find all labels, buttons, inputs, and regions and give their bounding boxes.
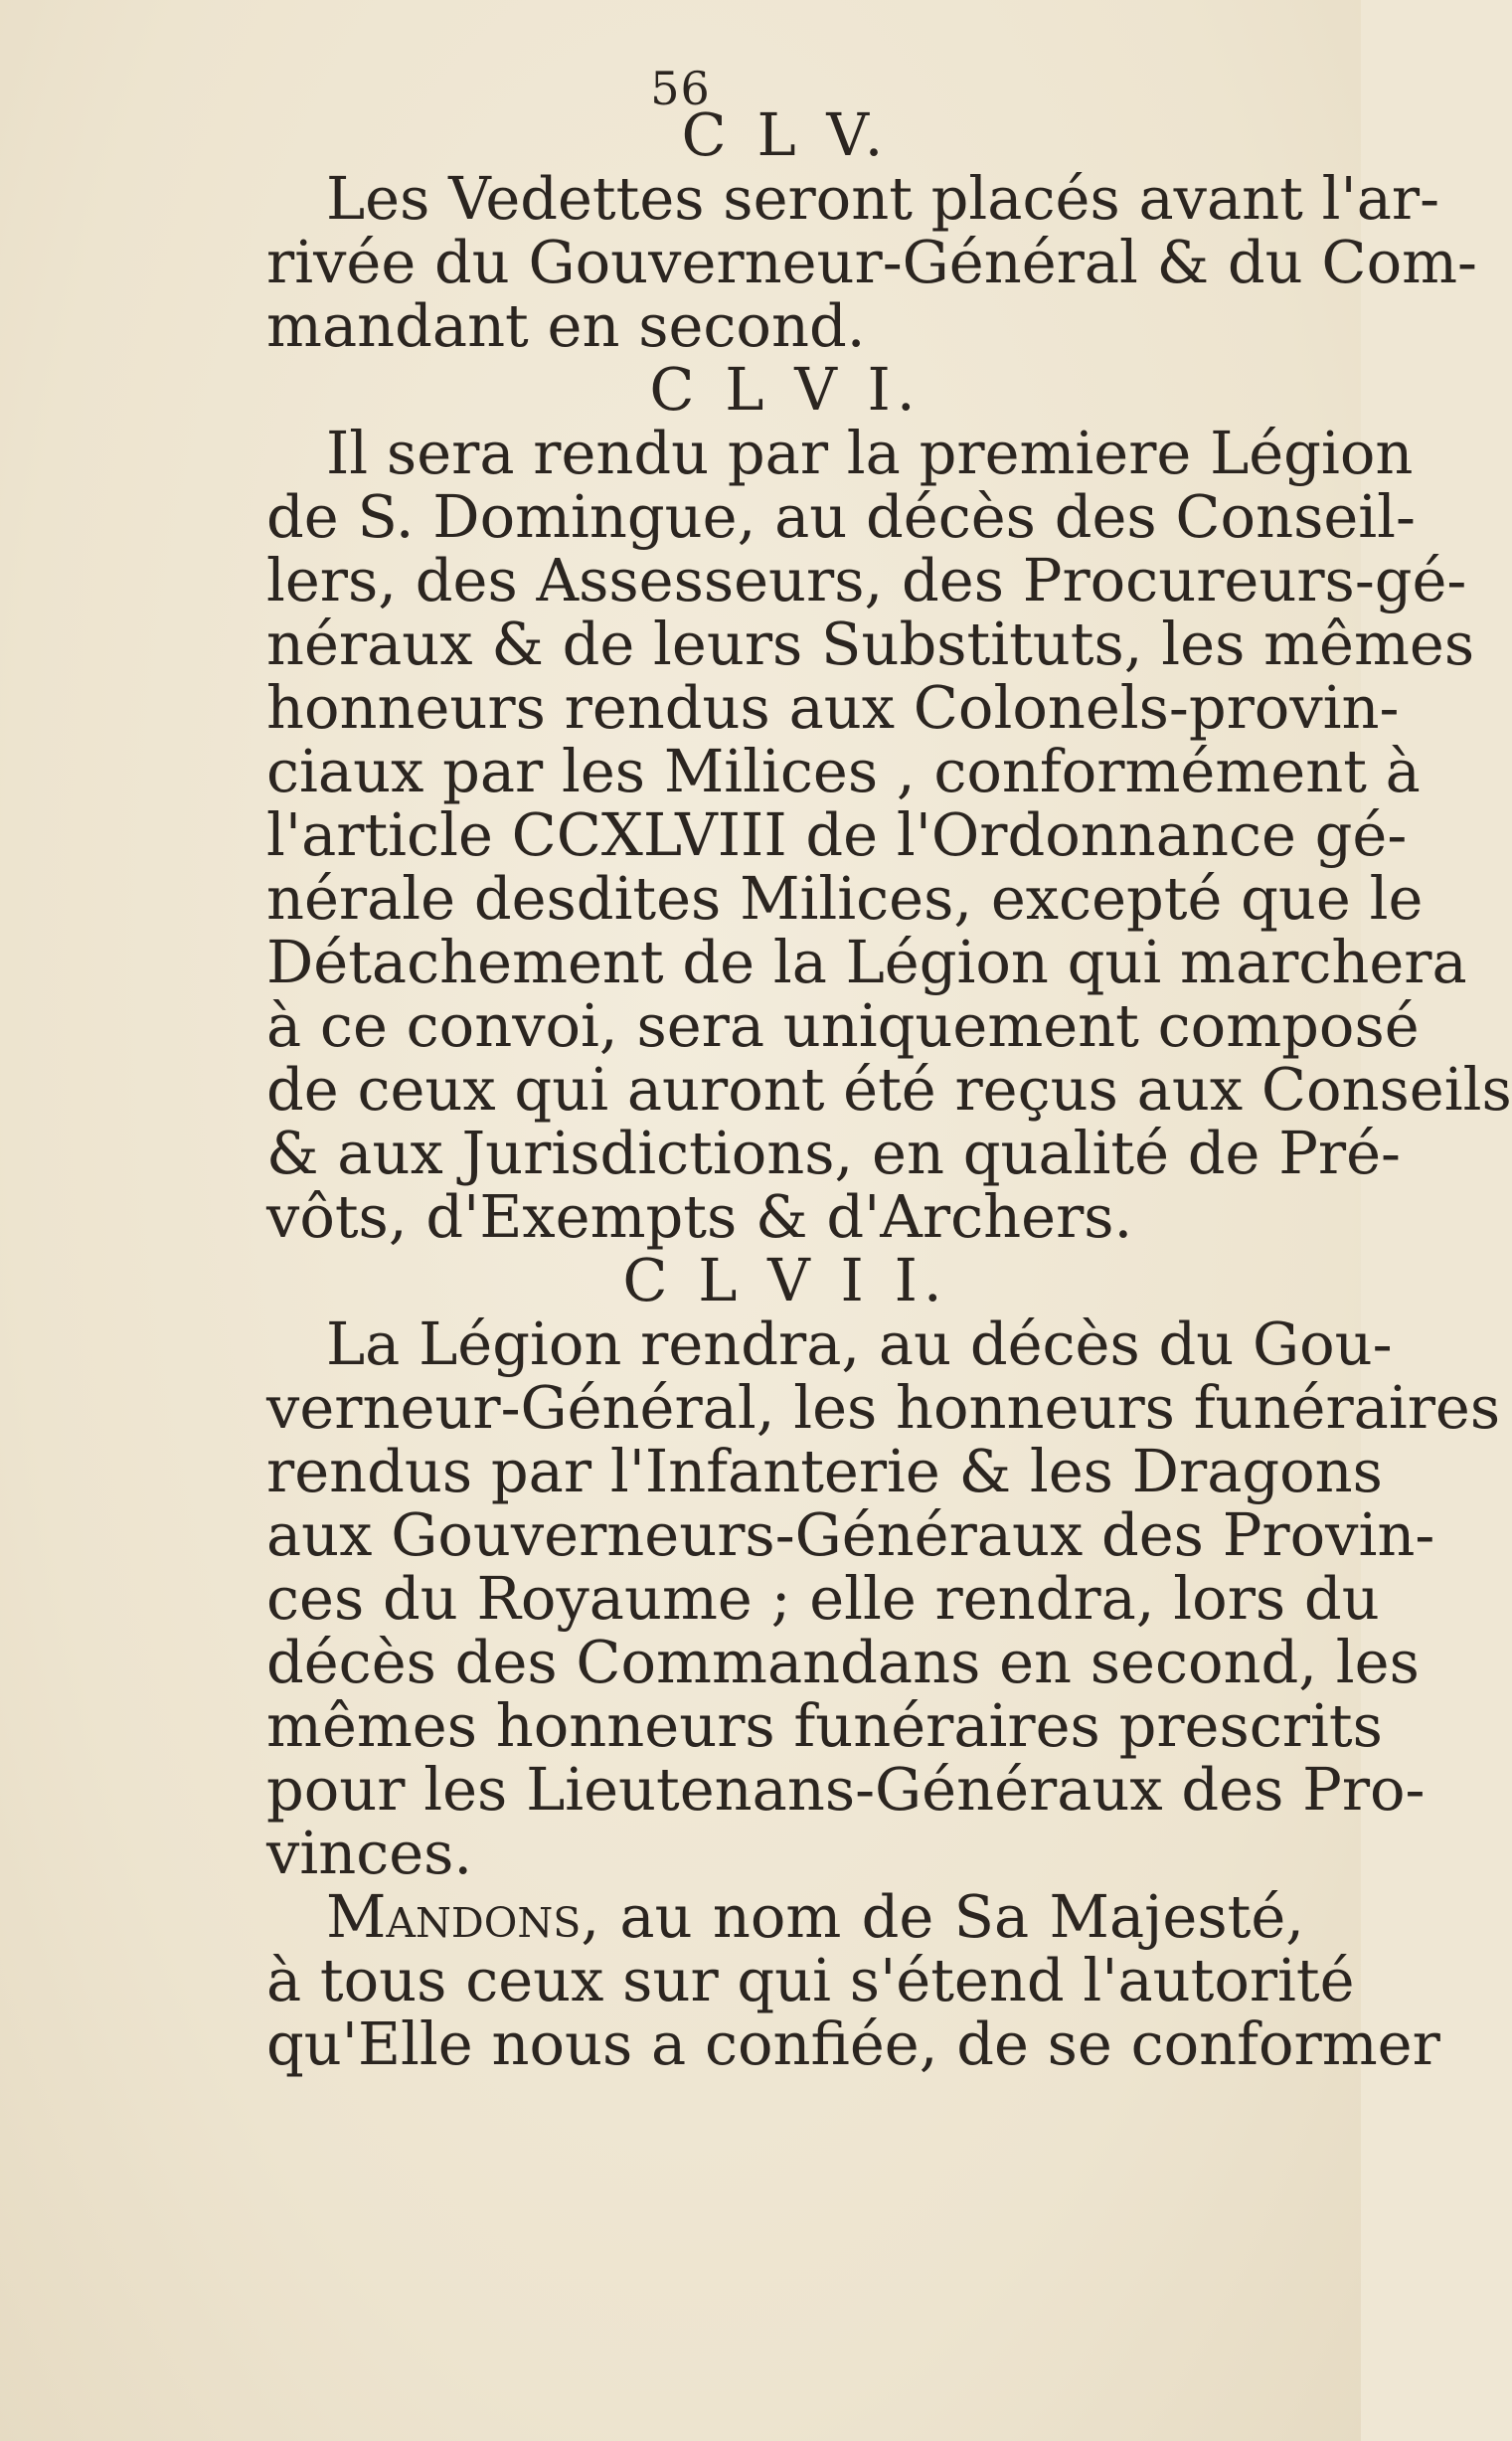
text-line: ces du Royaume ; elle rendra, lors du xyxy=(266,1564,1380,1633)
text-line: verneur-Général, les honneurs funéraires xyxy=(266,1373,1501,1442)
text-line: vôts, d'Exempts & d'Archers. xyxy=(266,1182,1133,1251)
text-line: Détachement de la Légion qui marchera xyxy=(266,928,1467,996)
closing-first-line xyxy=(266,1882,1304,1951)
text-line: nérale desdites Milices, excepté que le xyxy=(266,864,1424,933)
text-line: de S. Domingue, au décès des Conseil- xyxy=(266,482,1416,551)
text-line: rendus par l'Infanterie & les Dragons xyxy=(266,1437,1383,1505)
text-line: honneurs rendus aux Colonels-provin- xyxy=(266,673,1400,742)
section-heading: C L V I. xyxy=(649,355,922,424)
closing-first-line-rest: , au nom de Sa Majesté, xyxy=(581,1882,1304,1951)
text-line: mandant en second. xyxy=(266,291,866,360)
text-line: vinces. xyxy=(266,1819,473,1887)
text-line: pour les Lieutenans-Généraux des Pro- xyxy=(266,1755,1426,1824)
text-line: à tous ceux sur qui s'étend l'autorité xyxy=(266,1946,1355,2014)
section-heading: C L V I I. xyxy=(622,1246,948,1314)
text-line: rivée du Gouverneur-Général & du Com- xyxy=(266,228,1477,296)
text-line: à ce convoi, sera uniquement composé xyxy=(266,991,1420,1060)
text-line: aux Gouverneurs-Généraux des Provin- xyxy=(266,1500,1435,1569)
section-heading: C L V. xyxy=(681,100,890,169)
text-line: ciaux par les Milices , conformément à xyxy=(266,737,1421,805)
text-line: Les Vedettes seront placés avant l'ar- xyxy=(326,164,1440,233)
text-line: lers, des Assesseurs, des Procureurs-gé- xyxy=(266,546,1467,614)
text-line: néraux & de leurs Substituts, les mêmes xyxy=(266,610,1475,678)
text-line: mêmes honneurs funéraires prescrits xyxy=(266,1691,1383,1760)
text-line: La Légion rendra, au décès du Gou- xyxy=(326,1309,1393,1378)
page-text xyxy=(266,100,1512,2078)
text-line: de ceux qui auront été reçus aux Conseils xyxy=(266,1055,1512,1124)
text-line: & aux Jurisdictions, en qualité de Pré- xyxy=(266,1119,1401,1187)
text-line: Il sera rendu par la premiere Légion xyxy=(326,419,1414,487)
text-line: l'article CCXLVIII de l'Ordonnance gé- xyxy=(266,800,1408,869)
text-line: qu'Elle nous a confiée, de se conformer xyxy=(266,2009,1440,2078)
page-number: 56 xyxy=(650,62,711,115)
closing-first-word: Mandons xyxy=(326,1882,582,1951)
text-line: décès des Commandans en second, les xyxy=(266,1628,1420,1696)
